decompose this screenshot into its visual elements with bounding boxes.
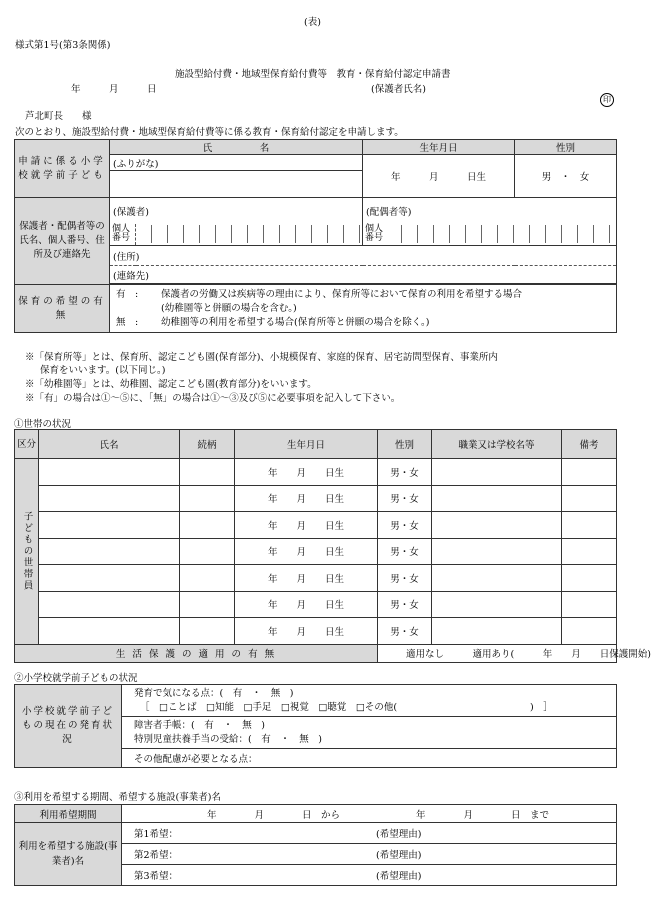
period-label: 利用希望期間 [15,805,122,823]
date-line: 年 月 日 [71,84,157,95]
col-name: 氏名 [39,430,180,459]
table-row-remarks[interactable] [562,591,617,618]
spouse-number-field[interactable]: 個人 番号 [363,224,617,246]
table-row-occupation[interactable] [432,591,562,618]
child-label: 申請に係る小学校就学前子ども [15,140,110,198]
table-row-name[interactable] [39,591,180,618]
table-row-sex[interactable]: 男・女 [378,538,432,565]
address-field[interactable]: (住所) [110,246,617,266]
note-1b: 保育をいいます。(以下同じ。) [40,365,166,376]
table-row-occupation[interactable] [432,485,562,512]
main-table [14,139,617,333]
child-name-field[interactable] [110,171,363,198]
child-dob[interactable]: 年 月 日生 [363,155,515,198]
guardian-name-label: (保護者氏名) [371,84,426,95]
table-row-sex[interactable]: 男・女 [378,485,432,512]
note-1: ※「保育所等」とは、保育所、認定こども園(保育部分)、小規模保育、家庭的保育、居宅訪問型保育、事業所内 [25,352,498,363]
table-row-name[interactable] [39,565,180,592]
table-row-name[interactable] [39,538,180,565]
table-row-name[interactable] [39,618,180,645]
table-row-occupation[interactable] [432,565,562,592]
guardian-number-label: 個人 番号 [110,224,136,246]
table-row-dob[interactable]: 年 月 日生 [235,538,378,565]
choice-3-field[interactable]: 第3希望： (希望理由) [122,865,617,886]
other-considerations-field[interactable]: その他配慮が必要となる点： [122,749,617,768]
section3-title: ③利用を希望する期間、希望する施設(事業者)名 [14,792,221,803]
disability-field[interactable]: 障害者手帳：( 有 ・ 無 ) 特別児童扶養手当の受給：( 有 ・ 無 ) [122,717,617,749]
table-row-sex[interactable]: 男・女 [378,565,432,592]
col-category: 区分 [15,430,39,459]
table-row-dob[interactable]: 年 月 日生 [235,459,378,486]
table-row-sex[interactable]: 男・女 [378,591,432,618]
note-2: ※「幼稚園等」とは、幼稚園、認定こども園(教育部分)をいいます。 [25,379,317,390]
table-row-relation[interactable] [180,565,235,592]
col-sex: 性別 [378,430,432,459]
guardian-name-field[interactable]: (保護者) [110,198,363,224]
col-remarks: 備考 [562,430,617,459]
table-row-dob[interactable]: 年 月 日生 [235,618,378,645]
household-table [14,429,651,663]
table-row-remarks[interactable] [562,459,617,486]
intro-text: 次のとおり、施設型給付費・地域型保育給付費等に係る教育・保育給付認定を申請します。 [15,127,404,138]
side-mark: (表) [304,17,321,28]
guardian-number-field[interactable] [136,224,363,246]
table-row-remarks[interactable] [562,512,617,539]
concern-field[interactable]: 発育で気になる点：( 有 ・ 無 ) ［ □ことば □知能 □手足 □視覚 □聴覚 □その他( ) ］ [122,685,617,717]
form-number: 様式第1号(第3条関係) [15,40,111,51]
table-row-relation[interactable] [180,538,235,565]
welfare-label: 生 活 保 護 の 適 用 の 有 無 [15,644,378,662]
col-occupation: 職業又は学校名等 [432,430,562,459]
table-row-relation[interactable] [180,459,235,486]
table-row-sex[interactable]: 男・女 [378,618,432,645]
guardian-label: 保護者・配偶者等の氏名、個人番号、住所及び連絡先 [15,198,110,285]
dob-header: 生年月日 [363,140,515,155]
table-row-relation[interactable] [180,591,235,618]
section1-title: ①世帯の状況 [14,419,72,430]
table-row-name[interactable] [39,485,180,512]
facility-label: 利用を希望する施設(事業者)名 [15,823,122,886]
note-3: ※「有」の場合は①～⑤に、「無」の場合は①～③及び⑤に必要事項を記入して下さい。 [25,393,401,404]
table-row-sex[interactable]: 男・女 [378,459,432,486]
col-dob: 生年月日 [235,430,378,459]
table-row-relation[interactable] [180,618,235,645]
seal-mark: 印 [600,93,614,107]
facility-table [14,804,617,886]
development-label: 小学校就学前子どもの現在の発育状況 [15,685,122,768]
table-row-name[interactable] [39,459,180,486]
table-row-remarks[interactable] [562,565,617,592]
table-row-remarks[interactable] [562,485,617,512]
household-side-label: 子どもの世帯員 [15,459,39,645]
table-row-dob[interactable]: 年 月 日生 [235,591,378,618]
section2-title: ②小学校就学前子どもの状況 [14,673,138,684]
welfare-value[interactable]: 適用なし 適用あり( 年 月 日保護開始) [378,644,617,662]
period-field[interactable]: 年 月 日 から 年 月 日 まで [122,805,617,823]
choice-1-field[interactable]: 第1希望： (希望理由) [122,823,617,844]
preference-options: 有 : 保護者の労働又は疾病等の理由により、保育所等において保育の利用を希望する場合 (幼稚園等と併願の場合を含む。) 無 : 幼稚園等の利用を希望する場合(保育所等と併願の場合を除く。) [110,285,617,333]
table-row-occupation[interactable] [432,459,562,486]
table-row-name[interactable] [39,512,180,539]
table-row-occupation[interactable] [432,538,562,565]
preference-label: 保育の希望の有無 [15,285,110,333]
development-table [14,684,617,768]
table-row-remarks[interactable] [562,538,617,565]
table-row-dob[interactable]: 年 月 日生 [235,565,378,592]
table-row-dob[interactable]: 年 月 日生 [235,512,378,539]
furigana-field[interactable]: (ふりがな) [110,155,363,171]
page-title: 施設型給付費・地域型保育給付費等 教育・保育給付認定申請書 [175,69,451,80]
table-row-relation[interactable] [180,512,235,539]
addressee: 芦北町長 様 [25,111,92,122]
table-row-remarks[interactable] [562,618,617,645]
table-row-dob[interactable]: 年 月 日生 [235,485,378,512]
spouse-name-field[interactable]: (配偶者等) [363,198,617,224]
table-row-occupation[interactable] [432,618,562,645]
name-header: 氏 名 [110,140,363,155]
contact-field[interactable]: (連絡先) [110,266,617,284]
sex-header: 性別 [515,140,617,155]
table-row-sex[interactable]: 男・女 [378,512,432,539]
table-row-relation[interactable] [180,485,235,512]
choice-2-field[interactable]: 第2希望： (希望理由) [122,844,617,865]
child-sex[interactable]: 男 ・ 女 [515,155,617,198]
table-row-occupation[interactable] [432,512,562,539]
col-relation: 続柄 [180,430,235,459]
